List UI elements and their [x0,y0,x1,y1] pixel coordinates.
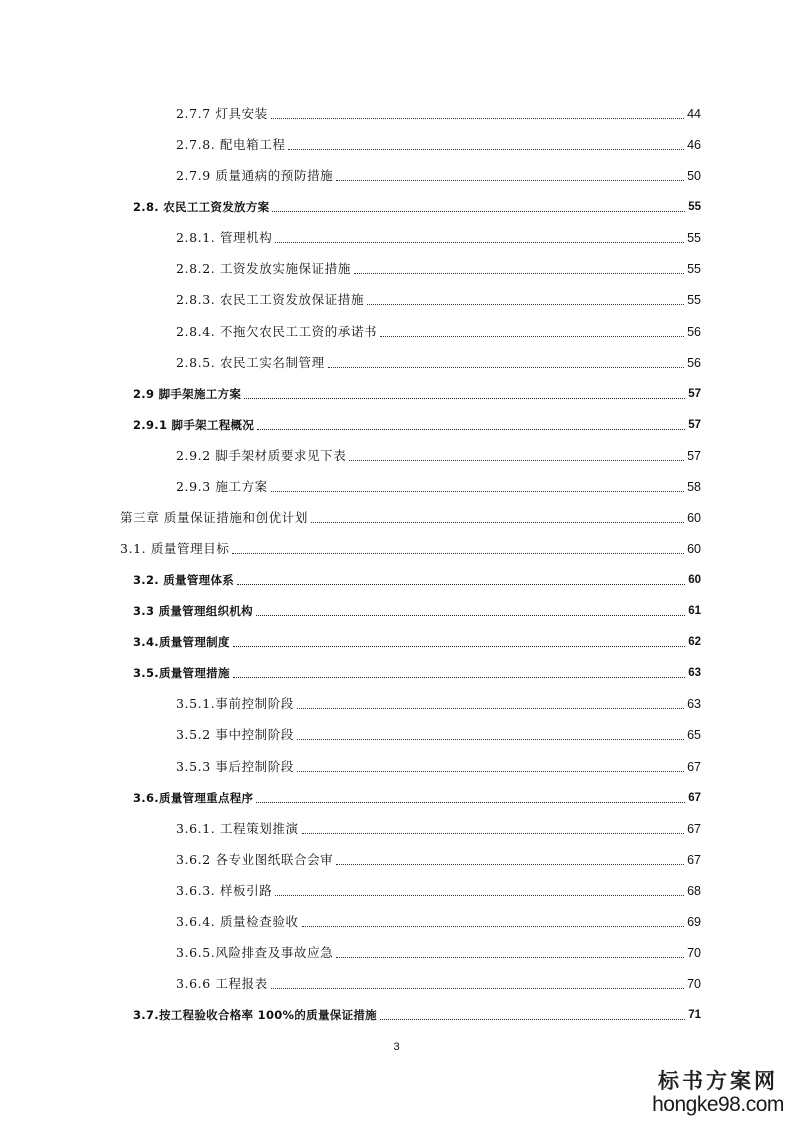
toc-entry-title: 3.6.5.风险排查及事故应急 [176,944,334,960]
toc-entry[interactable] [133,661,701,681]
toc-entry-page: 71 [688,1009,701,1021]
toc-entry-page: 55 [688,201,701,214]
toc-dot-leader [336,180,684,181]
toc-dot-leader [311,522,684,523]
toc-entry-page: 60 [688,574,701,586]
toc-dot-leader [256,802,685,803]
toc-entry[interactable] [133,786,701,806]
toc-entry-page: 56 [687,355,701,370]
toc-dot-leader [336,864,684,865]
toc-entry[interactable] [133,382,701,402]
toc-entry-title: 3.4.质量管理制度 [133,635,230,650]
toc-entry-title: 2.7.7 灯具安装 [176,106,268,121]
toc-entry-page: 67 [687,821,701,836]
toc-entry-title: 2.9.1 脚手架工程概况 [133,417,255,432]
toc-dot-leader [271,118,684,119]
toc-entry[interactable] [176,755,701,775]
toc-entry-title: 3.6.2 各专业图纸联合会审 [176,851,334,867]
toc-entry-title: 2.8. 农民工工资发放方案 [133,200,270,215]
toc-entry[interactable] [176,257,701,277]
toc-entry-page: 56 [687,324,701,339]
toc-entry-page: 57 [688,387,701,400]
toc-entry-page: 55 [687,231,701,246]
toc-dot-leader [257,429,685,430]
toc-entry-title: 2.7.9 质量通病的预防措施 [176,168,334,184]
toc-dot-leader [237,584,685,585]
toc-entry-page: 68 [687,883,701,898]
toc-entry[interactable] [133,630,701,650]
toc-entry-title: 3.7.按工程验收合格率 100%的质量保证措施 [133,1008,377,1022]
toc-dot-leader [302,926,685,927]
toc-dot-leader [233,646,685,647]
toc-entry[interactable] [176,941,701,961]
toc-entry[interactable] [133,413,701,433]
toc-dot-leader [244,398,685,399]
toc-dot-leader [256,615,685,616]
toc-entry-title: 2.9.2 脚手架材质要求见下表 [176,447,347,463]
toc-dot-leader [328,367,684,368]
toc-entry-title: 3.6.质量管理重点程序 [133,790,254,805]
toc-entry-page: 60 [687,510,701,525]
toc-dot-leader [302,833,685,834]
toc-entry-page: 70 [687,945,701,960]
toc-entry[interactable] [176,351,701,371]
toc-dot-leader [297,739,684,740]
toc-entry[interactable] [176,164,701,184]
toc-entry[interactable] [133,599,701,619]
toc-dot-leader [232,553,684,554]
toc-entry[interactable] [176,226,701,246]
toc-dot-leader [336,957,684,958]
toc-entry-title: 3.5.质量管理措施 [133,666,230,681]
toc-entry[interactable] [176,133,701,153]
toc-dot-leader [233,677,685,678]
toc-entry[interactable] [176,879,701,899]
toc-entry[interactable] [176,320,701,340]
toc-entry-title: 2.9 脚手架施工方案 [133,386,242,401]
toc-entry[interactable] [176,723,701,743]
toc-entry-title: 2.8.3. 农民工工资发放保证措施 [176,292,365,308]
toc-entry-page: 67 [688,791,701,804]
toc-entry[interactable] [176,817,701,837]
toc-entry[interactable] [133,195,701,215]
toc-dot-leader [271,988,684,989]
toc-entry-title: 2.8.4. 不拖欠农民工工资的承诺书 [176,323,378,339]
toc-entry-page: 58 [687,479,701,494]
toc-entry-title: 3.1. 质量管理目标 [120,541,230,556]
toc-entry-page: 70 [687,977,701,991]
toc-entry-page: 57 [688,418,701,431]
toc-dot-leader [349,460,684,461]
toc-dot-leader [271,491,684,492]
toc-entry-page: 46 [687,138,701,153]
toc-entry-page: 55 [687,293,701,308]
toc-entry-title: 2.8.2. 工资发放实施保证措施 [176,261,351,277]
toc-entry-title: 3.3 质量管理组织机构 [133,604,253,619]
toc-dot-leader [288,149,684,150]
toc-entry-page: 67 [687,759,701,774]
page-number: 3 [393,1041,400,1053]
toc-entry-page: 67 [687,852,701,867]
toc-dot-leader [367,304,684,305]
toc-entry[interactable] [120,506,701,526]
toc-entry-title: 3.5.1.事前控制阶段 [176,696,294,712]
toc-entry-title: 2.9.3 施工方案 [176,478,268,494]
toc-dot-leader [275,895,684,896]
toc-entry-page: 50 [687,169,701,184]
watermark-url[interactable]: hongke98.com [652,1093,784,1116]
toc-entry-page: 44 [687,107,701,121]
toc-entry-page: 57 [687,448,701,463]
toc-entry-title: 3.6.4. 质量检查验收 [176,913,299,929]
toc-entry-page: 69 [687,914,701,929]
toc-entry[interactable] [176,910,701,930]
toc-entry-title: 2.7.8. 配电箱工程 [176,137,286,153]
toc-dot-leader [275,242,684,243]
toc-entry-title: 2.8.5. 农民工实名制管理 [176,354,325,370]
toc-entry-title: 3.6.6 工程报表 [176,976,268,991]
toc-entry[interactable] [133,1003,701,1023]
toc-entry-page: 63 [688,667,701,680]
toc-entry-page: 63 [687,697,701,712]
toc-dot-leader [297,708,684,709]
toc-dot-leader [354,273,684,274]
watermark-logo [648,1068,788,1116]
toc-entry[interactable] [176,102,701,122]
toc-entry-title: 3.5.2 事中控制阶段 [176,727,294,743]
toc-entry[interactable] [176,972,701,992]
toc-entry[interactable] [176,444,701,464]
toc-entry-page: 60 [687,542,701,556]
toc-entry-page: 55 [687,262,701,277]
toc-entry[interactable] [133,568,701,588]
toc-entry[interactable] [120,537,701,557]
toc-entry-title: 2.8.1. 管理机构 [176,230,273,246]
toc-entry[interactable] [176,288,701,308]
toc-entry[interactable] [176,692,701,712]
toc-dot-leader [272,211,685,212]
toc-dot-leader [380,336,684,337]
toc-entry-title: 3.6.3. 样板引路 [176,882,273,898]
toc-entry-page: 62 [688,636,701,649]
toc-entry[interactable] [176,475,701,495]
toc-entry-title: 3.5.3 事后控制阶段 [176,758,294,774]
toc-entry-page: 65 [687,728,701,743]
toc-entry-page: 61 [688,605,701,618]
toc-entry-title: 3.6.1. 工程策划推演 [176,820,299,836]
toc-dot-leader [380,1019,685,1020]
toc-entry[interactable] [176,848,701,868]
watermark-title: 标书方案网 [658,1068,778,1093]
toc-dot-leader [297,771,684,772]
toc-entry-title: 3.2. 质量管理体系 [133,573,235,587]
toc-entry-title: 第三章 质量保证措施和创优计划 [120,509,308,525]
